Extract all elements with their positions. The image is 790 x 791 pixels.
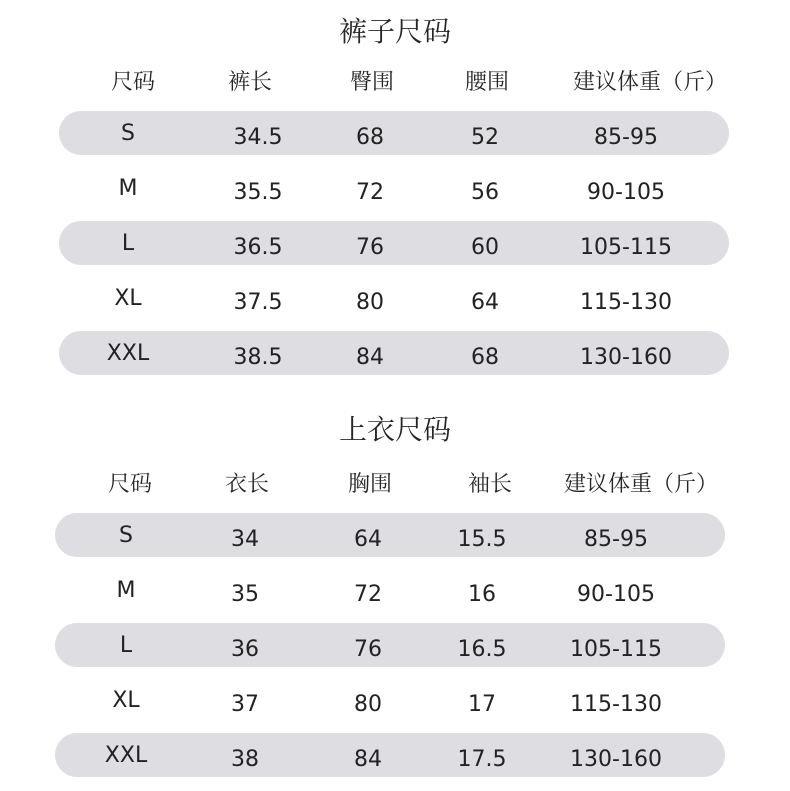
pants-cell-r1-c3: 56: [471, 180, 499, 205]
pants-cell-r0-c4: 85-95: [594, 125, 658, 150]
tops-header-4: 建议体重（斤）: [563, 472, 719, 497]
tops-cell-r1-c1: 35: [231, 582, 259, 607]
pants-cell-r1-c4: 90-105: [587, 180, 665, 205]
pants-cell-r1-c0: M: [118, 176, 138, 201]
pants-cell-r4-c0: XXL: [106, 341, 150, 366]
tops-cell-r2-c4: 105-115: [570, 637, 662, 662]
tops-cell-r0-c0: S: [119, 523, 133, 548]
tops-cell-r1-c3: 16: [468, 582, 496, 607]
pants-header-4: 建议体重（斤）: [572, 70, 728, 95]
pants-cell-r2-c2: 76: [356, 235, 384, 260]
pants-cell-r3-c2: 80: [356, 290, 384, 315]
tops-cell-r4-c2: 84: [354, 747, 382, 772]
tops-header-2: 胸围: [347, 472, 393, 497]
pants-cell-r4-c4: 130-160: [580, 345, 672, 370]
pants-cell-r1-c1: 35.5: [233, 180, 283, 205]
pants-cell-r3-c1: 37.5: [233, 290, 283, 315]
tops-cell-r1-c0: M: [116, 578, 136, 603]
pants-cell-r3-c3: 64: [471, 290, 499, 315]
pants-cell-r0-c0: S: [121, 121, 135, 146]
tops-cell-r3-c3: 17: [468, 692, 496, 717]
tops-header-3: 袖长: [467, 472, 513, 497]
tops-cell-r2-c3: 16.5: [457, 637, 507, 662]
pants-cell-r0-c2: 68: [356, 125, 384, 150]
pants-cell-r4-c2: 84: [356, 345, 384, 370]
tops-cell-r3-c2: 80: [354, 692, 382, 717]
pants-cell-r0-c3: 52: [471, 125, 499, 150]
pants-cell-r2-c4: 105-115: [580, 235, 672, 260]
pants-cell-r2-c3: 60: [471, 235, 499, 260]
pants-size-title: 裤子尺码: [338, 15, 451, 48]
pants-cell-r0-c1: 34.5: [233, 125, 283, 150]
pants-cell-r2-c1: 36.5: [233, 235, 283, 260]
tops-size-title: 上衣尺码: [338, 413, 451, 446]
tops-header-1: 衣长: [224, 472, 270, 497]
tops-cell-r4-c3: 17.5: [457, 747, 507, 772]
tops-cell-r0-c3: 15.5: [457, 527, 507, 552]
tops-cell-r4-c1: 38: [231, 747, 259, 772]
pants-header-3: 腰围: [464, 70, 510, 95]
pants-header-0: 尺码: [110, 70, 156, 95]
pants-header-1: 裤长: [227, 70, 273, 95]
tops-cell-r1-c2: 72: [354, 582, 382, 607]
tops-header-0: 尺码: [107, 472, 153, 497]
pants-cell-r3-c0: XL: [114, 286, 142, 311]
tops-cell-r4-c0: XXL: [104, 743, 148, 768]
tops-cell-r2-c0: L: [119, 633, 133, 658]
tops-cell-r0-c4: 85-95: [584, 527, 648, 552]
pants-cell-r2-c0: L: [121, 231, 135, 256]
tops-cell-r3-c1: 37: [231, 692, 259, 717]
tops-cell-r2-c2: 76: [354, 637, 382, 662]
tops-cell-r4-c4: 130-160: [570, 747, 662, 772]
pants-cell-r4-c1: 38.5: [233, 345, 283, 370]
tops-cell-r3-c4: 115-130: [570, 692, 662, 717]
tops-cell-r2-c1: 36: [231, 637, 259, 662]
pants-cell-r3-c4: 115-130: [580, 290, 672, 315]
pants-header-2: 臀围: [349, 70, 395, 95]
tops-cell-r1-c4: 90-105: [577, 582, 655, 607]
tops-cell-r0-c2: 64: [354, 527, 382, 552]
tops-cell-r3-c0: XL: [112, 688, 140, 713]
pants-cell-r4-c3: 68: [471, 345, 499, 370]
pants-cell-r1-c2: 72: [356, 180, 384, 205]
tops-cell-r0-c1: 34: [231, 527, 259, 552]
